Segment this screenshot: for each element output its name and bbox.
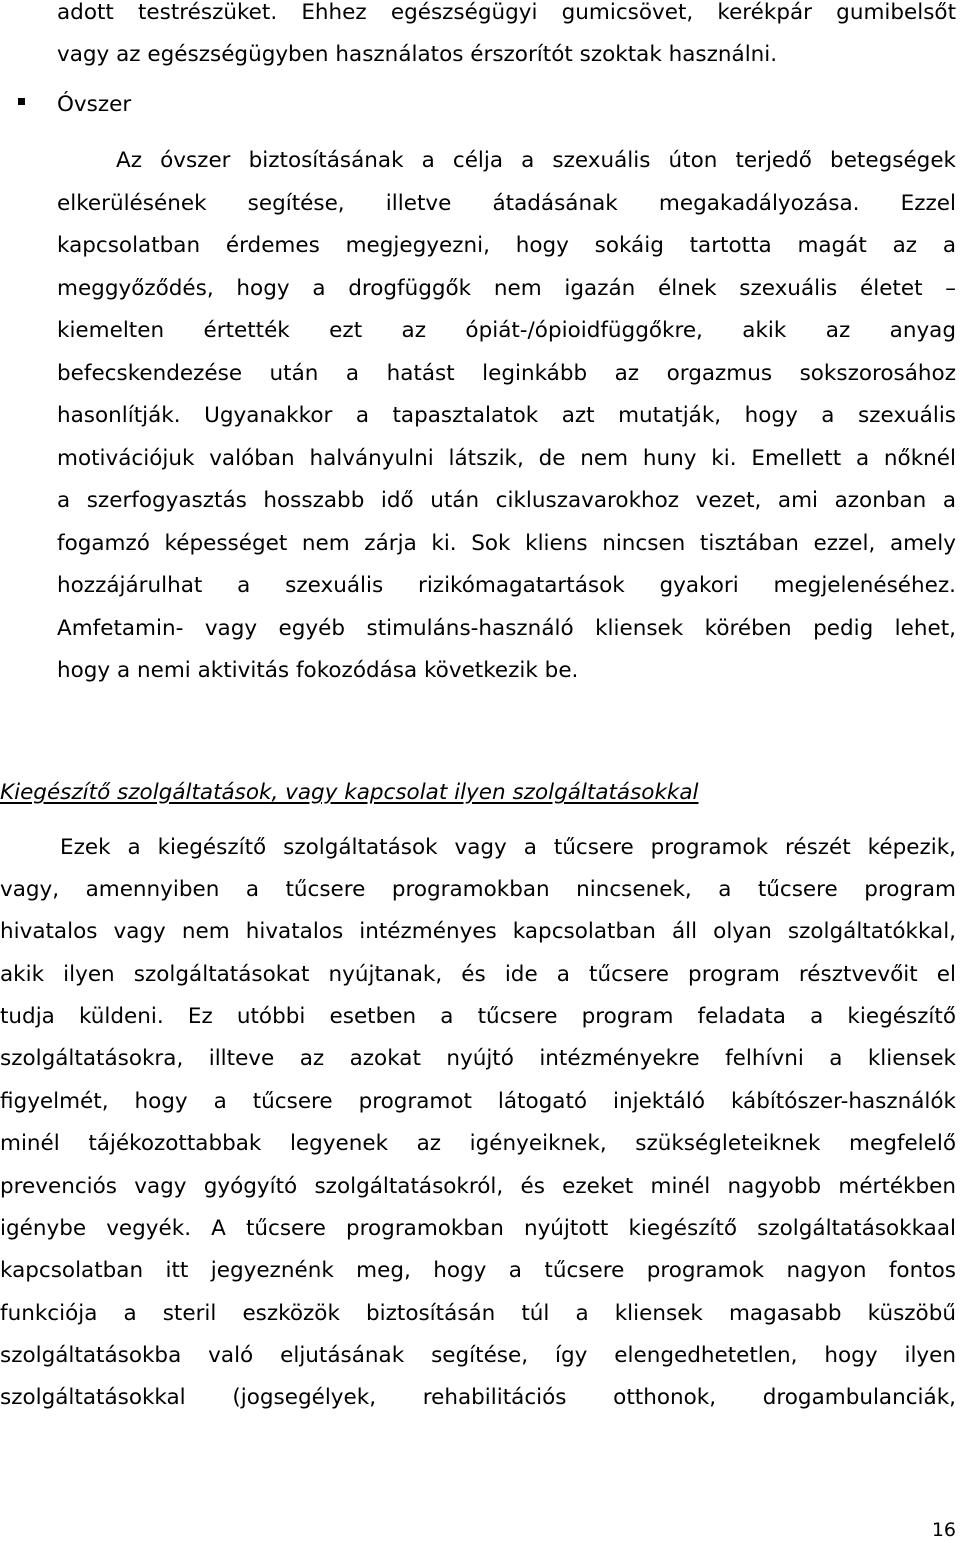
body-text-line: tudja küldeni. Ez utóbbi esetben a tűcsere program feladata a kiegészítő xyxy=(0,1004,956,1029)
body-text-line: kapcsolatban érdemes megjegyezni, hogy sokáig tartotta magát az a xyxy=(57,233,956,258)
bullet-square-icon xyxy=(18,98,25,105)
body-text-line: motivációjuk valóban halványulni látszik, de nem huny ki. Emellett a nőknél xyxy=(57,446,956,471)
body-text-line: fogamzó képességet nem zárja ki. Sok kliens nincsen tisztában ezzel, amely xyxy=(57,531,956,556)
body-text-line: meggyőződés, hogy a drogfüggők nem igazán élnek szexuális életet – xyxy=(57,276,956,301)
body-text-line: a szerfogyasztás hosszabb idő után cikluszavarokhoz vezet, ami azonban a xyxy=(57,488,956,513)
body-text-line: igénybe vegyék. A tűcsere programokban nyújtott kiegészítő szolgáltatásokkaal xyxy=(0,1216,956,1241)
body-text-line: hozzájárulhat a szexuális rizikómagatartások gyakori megjelenéséhez. xyxy=(57,573,956,598)
body-text-line: minél tájékozottabbak legyenek az igényeiknek, szükségleteiknek megfelelő xyxy=(0,1131,956,1156)
body-text-line: hasonlítják. Ugyanakkor a tapasztalatok azt mutatják, hogy a szexuális xyxy=(57,403,956,428)
body-text-line: vagy az egészségügyben használatos érszorítót szoktak használni. xyxy=(57,42,778,67)
body-text-line: vagy, amennyiben a tűcsere programokban nincsenek, a tűcsere program xyxy=(0,877,956,902)
body-text-line: szolgáltatásokra, illteve az azokat nyújtó intézményekre felhívni a kliensek xyxy=(0,1046,956,1071)
bullet-item-label: Óvszer xyxy=(57,92,132,117)
body-text-line: Amfetamin- vagy egyéb stimuláns-használó kliensek körében pedig lehet, xyxy=(57,616,956,641)
body-text-line: hogy a nemi aktivitás fokozódása következik be. xyxy=(57,658,579,683)
body-text-line: szolgáltatásokba való eljutásának segítése, így elengedhetetlen, hogy ilyen xyxy=(0,1343,956,1368)
body-text-line: hivatalos vagy nem hivatalos intézményes kapcsolatban áll olyan szolgáltatókkal, xyxy=(0,919,956,944)
body-text-line: funkciója a steril eszközök biztosításán túl a kliensek magasabb küszöbű xyxy=(0,1301,956,1326)
body-text-line: akik ilyen szolgáltatásokat nyújtanak, és ide a tűcsere program résztvevőit el xyxy=(0,962,956,987)
body-text-line: kapcsolatban itt jegyeznénk meg, hogy a tűcsere programok nagyon fontos xyxy=(0,1258,956,1283)
body-text-line: prevenciós vagy gyógyító szolgáltatásokról, és ezeket minél nagyobb mértékben xyxy=(0,1174,956,1199)
body-text-line: Az óvszer biztosításának a célja a szexuális úton terjedő betegségek xyxy=(116,148,956,173)
body-text-line: szolgáltatásokkal (jogsegélyek, rehabilitációs otthonok, drogambulanciák, xyxy=(0,1385,956,1410)
body-text-line: elkerülésének segítése, illetve átadásának megakadályozása. Ezzel xyxy=(57,191,956,216)
body-text-line: befecskendezése után a hatást leginkább az orgazmus sokszorosához xyxy=(57,361,956,386)
body-text-line: figyelmét, hogy a tűcsere programot látogató injektáló kábítószer-használók xyxy=(0,1089,956,1114)
page-number: 16 xyxy=(931,1519,956,1541)
section-heading: Kiegészítő szolgáltatások, vagy kapcsolat ilyen szolgáltatásokkal xyxy=(0,780,699,805)
body-text-line: adott testrészüket. Ehhez egészségügyi gumicsövet, kerékpár gumibelsőt xyxy=(57,0,956,25)
body-text-line: kiemelten értették ezt az ópiát-/ópioidfüggőkre, akik az anyag xyxy=(57,318,956,343)
body-text-line: Ezek a kiegészítő szolgáltatások vagy a tűcsere programok részét képezik, xyxy=(60,835,956,860)
